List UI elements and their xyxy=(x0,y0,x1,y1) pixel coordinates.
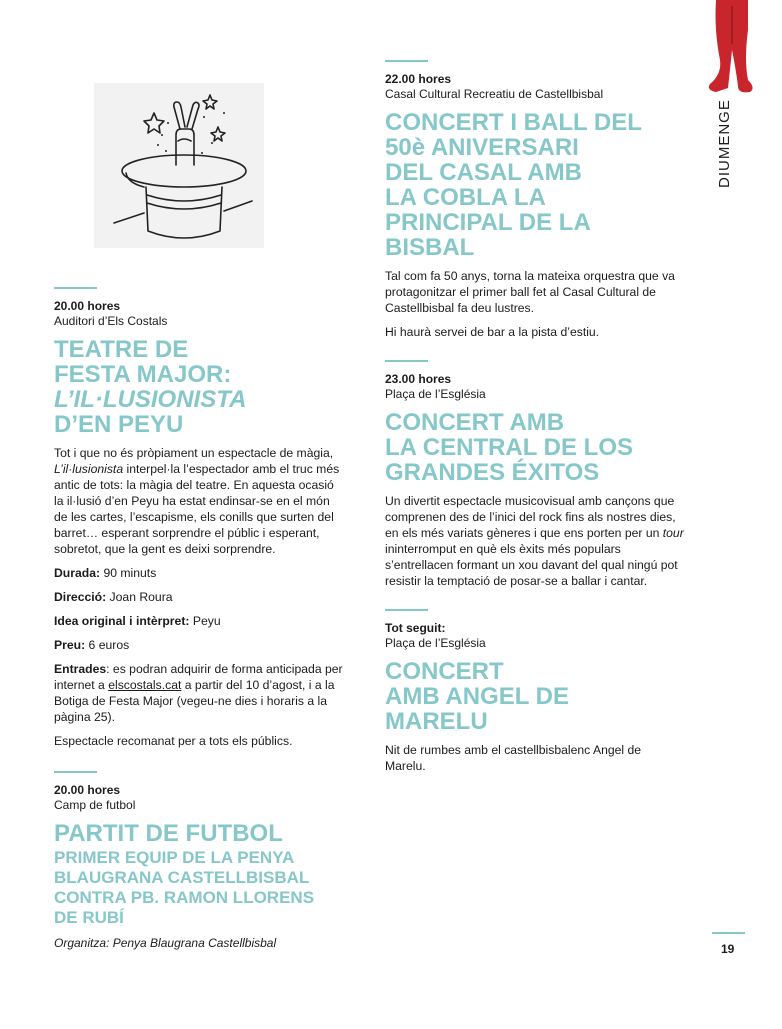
event-title xyxy=(385,659,685,734)
event-title xyxy=(385,410,685,485)
title-line: FESTA MAJOR: xyxy=(54,361,232,388)
right-column xyxy=(385,60,685,782)
event-time: 23.00 hores xyxy=(385,372,452,386)
event-title xyxy=(385,110,685,260)
info-value: 90 minuts xyxy=(100,566,157,580)
info-recomanat: Espectacle recomanat per a tots els públics. xyxy=(54,734,293,748)
event-place: Casal Cultural Recreatiu de Castellbisbal xyxy=(385,87,604,101)
event-futbol xyxy=(54,771,344,951)
event-description xyxy=(54,445,344,557)
page-number-rule xyxy=(712,932,745,934)
magic-hat-icon xyxy=(94,83,264,248)
title-line: BISBAL xyxy=(385,234,475,261)
event-time: 20.00 hores xyxy=(54,783,121,797)
event-subtitle xyxy=(54,848,344,928)
subtitle-line: BLAUGRANA CASTELLBISBAL xyxy=(54,868,310,887)
subtitle-line: PRIMER EQUIP DE LA PENYA xyxy=(54,848,295,867)
info-idea xyxy=(54,613,344,629)
divider xyxy=(54,771,97,773)
event-teatre xyxy=(54,287,344,749)
info-direccio xyxy=(54,589,344,605)
title-line: AMB ANGEL DE xyxy=(385,683,570,710)
side-tab-day: DIUMENGE xyxy=(716,99,733,188)
info-value: a partir del 10 d’agost, i a la Botiga de Festa Major (vegeu-ne dies i horaris a la pàgina 25). xyxy=(54,678,335,724)
info-durada xyxy=(54,565,344,581)
desc-text: Tot i que no és pròpiament un espectacle de màgia, xyxy=(54,446,334,460)
event-place: Camp de futbol xyxy=(54,798,136,812)
tickets-link[interactable]: elscostals.cat xyxy=(108,678,182,692)
title-line: GRANDES ÉXITOS xyxy=(385,459,600,486)
info-value: 6 euros xyxy=(85,638,130,652)
event-title xyxy=(54,337,344,437)
title-line: L’IL·LUSIONISTA xyxy=(54,386,247,413)
info-label: Entrades xyxy=(54,662,107,676)
page-number: 19 xyxy=(721,942,735,956)
info-label: Durada: xyxy=(54,566,101,580)
event-description xyxy=(385,493,685,589)
event-time: Tot seguit: xyxy=(385,621,446,635)
title-line: 50è ANIVERSARI xyxy=(385,134,579,161)
info-value: : es podran adquirir de forma anticipada per internet a xyxy=(54,662,343,692)
info-entrades xyxy=(54,661,344,725)
title-line: LA COBLA LA xyxy=(385,184,546,211)
info-value: Joan Roura xyxy=(106,590,173,604)
title-line: CONCERT I BALL DEL xyxy=(385,109,642,136)
info-label: Idea original i intèrpret: xyxy=(54,614,190,628)
title-line: TEATRE DE xyxy=(54,336,189,363)
event-description: Tal com fa 50 anys, torna la mateixa orquestra que va protagonitzar el primer ball fet al Casal Cultural de Castellbisbal fa deu lustres. xyxy=(385,269,675,315)
title-line: MARELU xyxy=(385,708,488,735)
info-label: Direcció: xyxy=(54,590,107,604)
subtitle-line: DE RUBÍ xyxy=(54,908,124,927)
desc-text: Un divertit espectacle musicovisual amb cançons que comprenen des de l’inici del rock fins als nostres dies, en els més variats gèneres i que ens porten per un xyxy=(385,494,676,540)
event-description: Nit de rumbes amb el castellbisbalenc Angel de Marelu. xyxy=(385,743,642,773)
title-line: LA CENTRAL DE LOS xyxy=(385,434,634,461)
divider xyxy=(385,609,428,611)
info-value: Peyu xyxy=(189,614,221,628)
title-line: D’EN PEYU xyxy=(54,411,184,438)
desc-italic: tour xyxy=(662,526,684,540)
left-column xyxy=(54,287,344,951)
title-line: CONCERT xyxy=(385,658,504,685)
info-label: Preu: xyxy=(54,638,86,652)
event-place: Plaça de l’Església xyxy=(385,636,486,650)
divider xyxy=(385,60,428,62)
event-time: 22.00 hores xyxy=(385,72,452,86)
desc-text: interpel·la l’espectador amb el truc més antic de tots: la màgia del teatre. En aquesta ocasió la il·lusió d’en Peyu ha estat endinsar-se en el món de les cartes, l’escapisme, els conills que surten del barret… esperant sorprendre el públic i esperant, sobretot, que la gent es deixi sorprendre. xyxy=(54,462,340,556)
legs-icon xyxy=(702,0,762,96)
info-preu xyxy=(54,637,344,653)
event-note: Hi haurà servei de bar a la pista d’estiu. xyxy=(385,325,600,339)
desc-italic: L’il·lusionista xyxy=(54,462,124,476)
magic-hat-illustration xyxy=(94,83,264,248)
subtitle-line: CONTRA PB. RAMON LLORENS xyxy=(54,888,315,907)
event-casal xyxy=(385,60,685,340)
desc-text: ininterromput en què els èxits més populars s’entrellacen formant un xou davant del qual ningú pot resistir la temptació de posar-se a ballar i cantar. xyxy=(385,542,678,588)
title-line: DEL CASAL AMB xyxy=(385,159,582,186)
event-place: Auditori d’Els Costals xyxy=(54,314,168,328)
title-line: CONCERT AMB xyxy=(385,409,565,436)
title-line: PRINCIPAL DE LA xyxy=(385,209,591,236)
event-central xyxy=(385,360,685,589)
organizer-credit: Organitza: Penya Blaugrana Castellbisbal xyxy=(54,936,277,950)
divider xyxy=(54,287,97,289)
red-legs-illustration xyxy=(702,0,762,96)
event-title: PARTIT DE FUTBOL xyxy=(54,820,283,847)
divider xyxy=(385,360,428,362)
event-time: 20.00 hores xyxy=(54,299,121,313)
event-angel xyxy=(385,609,685,774)
event-place: Plaça de l’Església xyxy=(385,387,486,401)
